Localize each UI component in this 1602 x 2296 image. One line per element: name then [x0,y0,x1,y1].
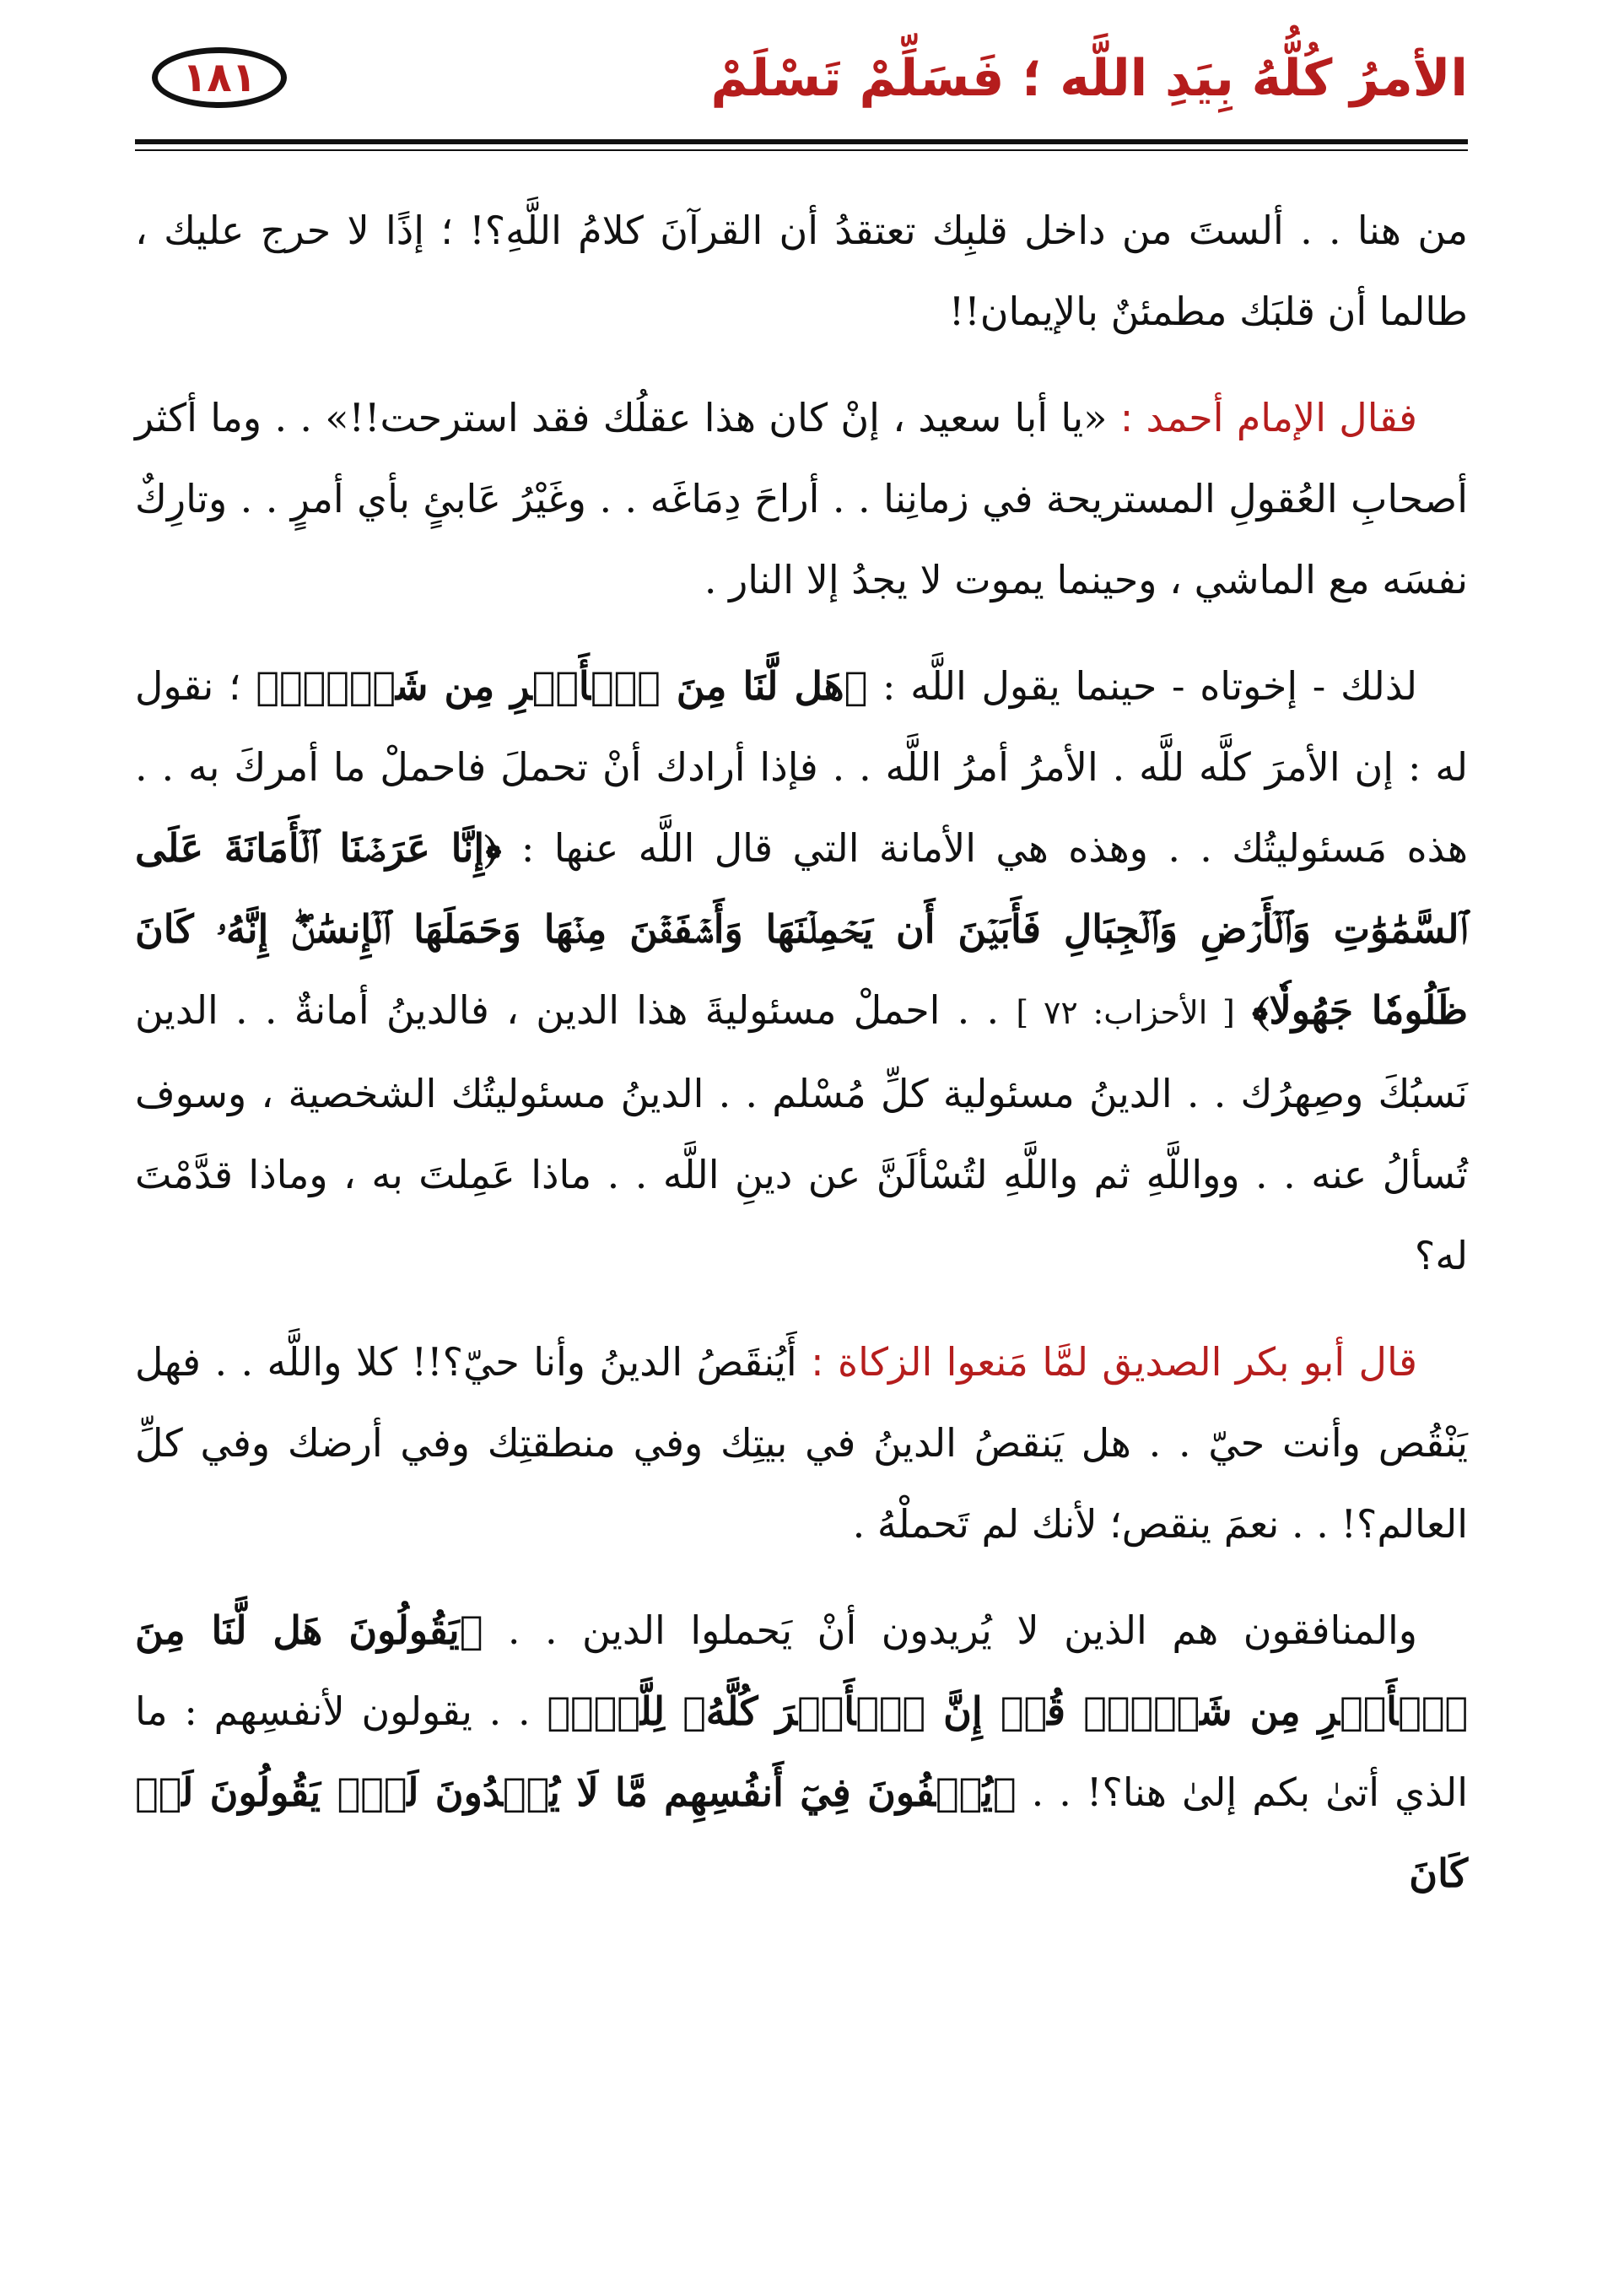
quran-verse-4: ﴿يُخۡفُونَ فِيٓ أَنفُسِهِم مَّا لَا يُبۡدُونَ لَكَۖ يَقُولُونَ لَوۡ كَانَ [135,1769,1468,1896]
paragraph-3 [135,646,1468,1296]
header-rule-thin [135,149,1468,151]
verse-reference: [ الأحزاب: ٧٢ ] [1016,994,1235,1031]
paragraph-4 [135,1321,1468,1564]
paragraph-1-text: من هنا . . ألستَ من داخل قلبِك تعتقدُ أن القرآنَ كلامُ اللَّهِ؟! ؛ إذًا لا حرج عليك ، طالما أن قلبَك مطمئنٌ بالإيمان!! [135,208,1468,334]
paragraph-5-intro: والمنافقون هم الذين لا يُريدون أنْ يَحملوا الدين . . [507,1607,1417,1653]
quran-verse-1: ﴿هَل لَّنَا مِنَ ٱلۡأَمۡرِ مِن شَيۡءٖۗ﴾ [256,663,868,709]
page-header [135,42,1468,135]
paragraph-5-middle: . . يقولون لأنفسِهم : ما الذي أتىٰ بكم إلىٰ هنا؟! . . [135,1688,1469,1815]
paragraph-3-middle: ؛ نقول له : إن الأمرَ كلَّه للَّه . الأمرُ أمرُ اللَّه . . فإذا أرادك أنْ تحملَ فاحملْ ما أمركَ به . . هذه مَسئوليتُك . . وهذه هي الأمانة التي قال اللَّه عنها : [135,663,1468,871]
paragraph-3-end: . . احملْ مسئوليةَ هذا الدين ، فالدينُ أمانةٌ . . الدين نَسبُكَ وصِهرُك . . الدينُ مسئولية كلِّ مُسْلم . . الدينُ مسئوليتُك الشخصية ، وسوف تُسألُ عنه . . وواللَّهِ ثم واللَّهِ لتُسْألَنَّ عن دينِ اللَّه . . ماذا عَمِلتَ به ، وماذا قدَّمْتَ له؟ [135,987,1468,1278]
paragraph-3-intro: لذلك - إخوتاه - حينما يقول اللَّه : [882,663,1417,709]
running-title: الأمرُ كُلُّهُ بِيَدِ اللَّه ؛ فَسَلِّمْ تَسْلَمْ [710,49,1468,108]
paragraph-4-text: أَيُنقَصُ الدينُ وأنا حيّ؟!! كلا واللَّه . . فهل يَنْقُص وأنت حيّ . . هل يَنقصُ الدينُ في بيتِك وفي منطقتِك وفي أرضك وفي كلِّ العالم؟! . . نعمَ ينقص؛ لأنك لم تَحملْهُ . [135,1339,1468,1547]
header-rule-thick [135,139,1468,144]
page-number: ١٨١ [152,47,287,108]
speaker-abu-bakr: قال أبو بكر الصديق لمَّا مَنعوا الزكاة : [811,1339,1417,1385]
paragraph-2 [135,377,1468,620]
speaker-imam-ahmad: فقال الإمام أحمد : [1119,395,1418,440]
paragraph-2-text: «يا أبا سعيد ، إنْ كان هذا عقلُك فقد استرحت!!» . . وما أكثر أصحابِ العُقولِ المستريحة في زمانِنا . . أراحَ دِمَاغَه . . وغَيْرُ عَابئٍ بأي أمرٍ . . وتارِكٌ نفسَه مع الماشي ، وحينما يموت لا يجدُ إلا النار . [135,395,1468,602]
quran-verse-2: ﴿إِنَّا عَرَضۡنَا ٱلۡأَمَانَةَ عَلَى ٱلسَّمَٰوَٰتِ وَٱلۡأَرۡضِ وَٱلۡجِبَالِ فَأَبَيۡنَ أَن يَحۡمِلۡنَهَا وَأَشۡفَقۡنَ مِنۡهَا وَحَمَلَهَا ٱلۡإِنسَٰنُۖ إِنَّهُۥ كَانَ ظَلُومٗا جَهُولٗا﴾ [135,825,1469,1033]
paragraph-1 [135,190,1468,352]
body-text [135,190,1468,1939]
paragraph-5 [135,1590,1468,1914]
quran-verse-3: ﴿يَقُولُونَ هَل لَّنَا مِنَ ٱلۡأَمۡرِ مِن شَيۡءٖۗ قُلۡ إِنَّ ٱلۡأَمۡرَ كُلَّهُۥ لِلَّهِۗ﴾ [135,1607,1468,1734]
